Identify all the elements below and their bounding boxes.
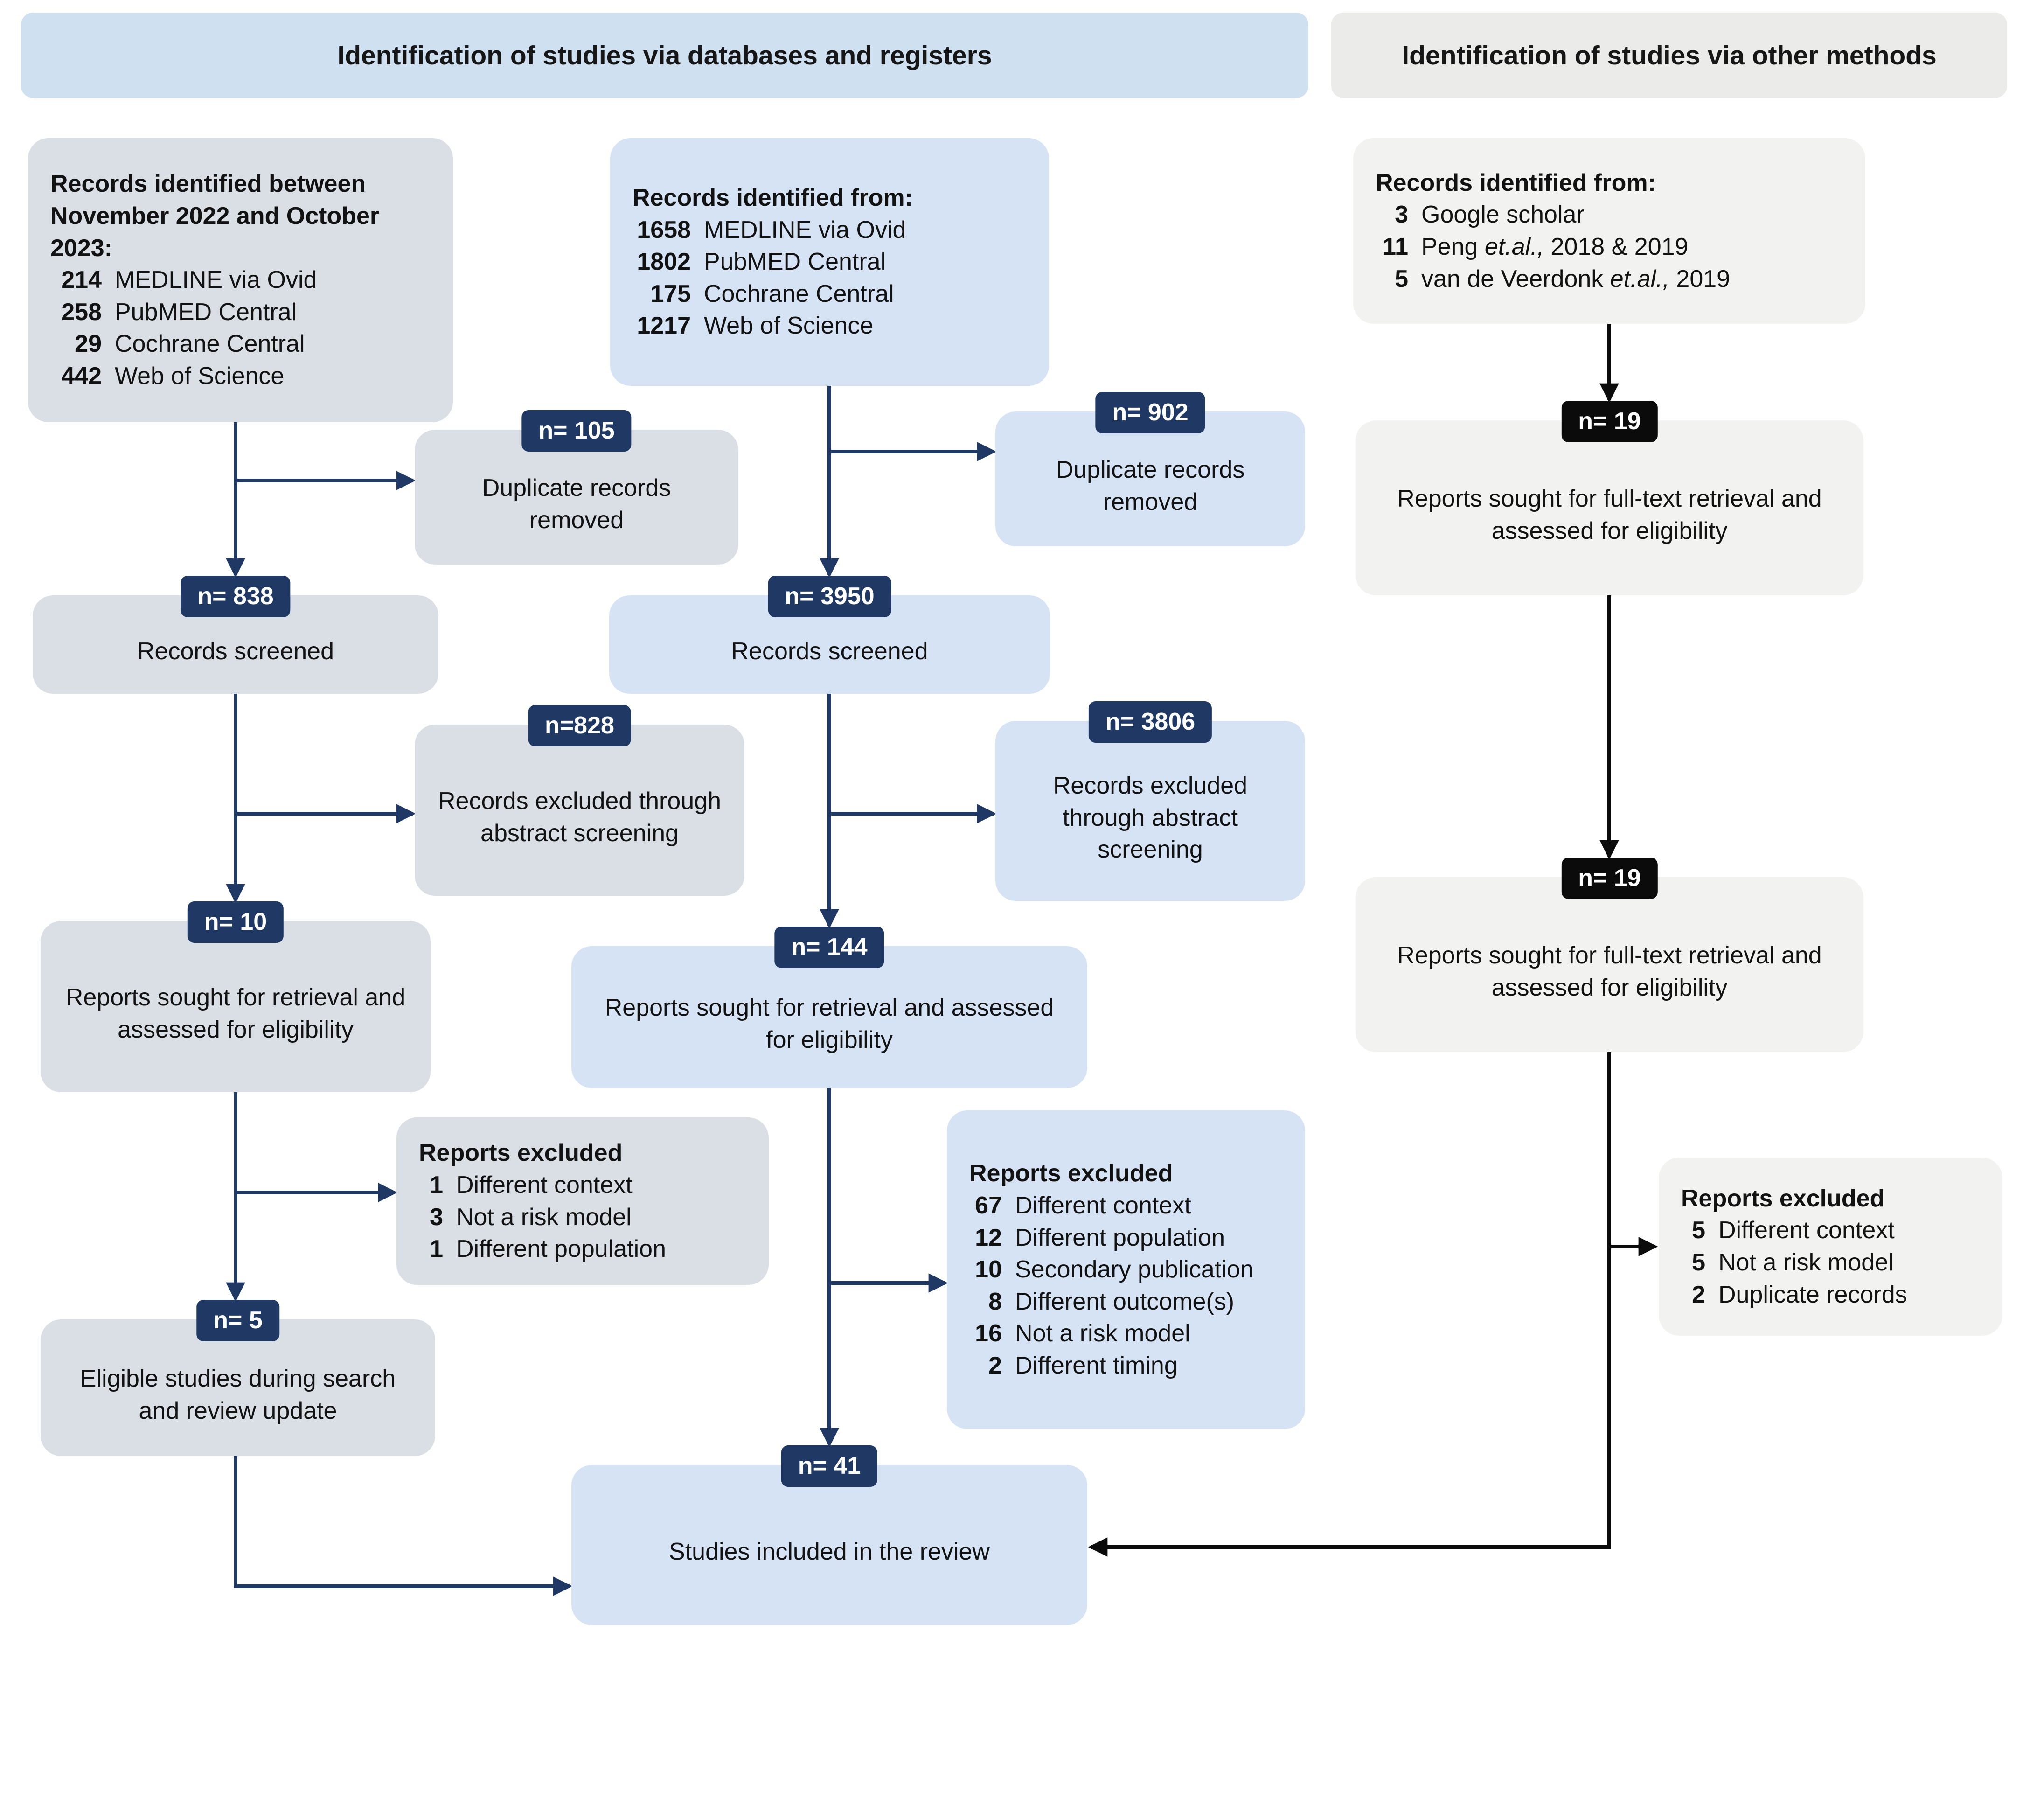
exclusion-row [419, 1201, 632, 1234]
exclusion-label: Different population [1015, 1224, 1225, 1251]
exclusion-count: 2 [1692, 1281, 1705, 1308]
exclusion-label: Different context [1718, 1217, 1895, 1244]
source-count: 5 [1395, 265, 1408, 293]
box-text: Records screened [137, 638, 334, 665]
box-update-sought [41, 908, 431, 1092]
source-row [50, 296, 297, 328]
exclusion-label: Different population [456, 1235, 667, 1263]
box-update-excluded-screening [415, 712, 744, 896]
exclusion-label: Secondary publication [1015, 1256, 1254, 1283]
box-update-screened [33, 583, 438, 694]
source-row [633, 278, 894, 310]
source-label: Web of Science [704, 312, 874, 340]
box-update-duplicates-removed [415, 417, 738, 565]
box-text: Reports sought for full-text retrieval and assessed for eligibility [1397, 941, 1822, 1001]
exclusion-count: 3 [430, 1203, 443, 1231]
exclusion-row [969, 1222, 1225, 1254]
exclusion-row [419, 1233, 666, 1265]
box-other-reports-excluded [1659, 1158, 2002, 1336]
box-other-sought-1 [1356, 408, 1863, 595]
box-title: Records identified from: [1376, 169, 1656, 196]
source-row [1376, 199, 1585, 231]
box-main-sought [571, 934, 1087, 1088]
source-count: 11 [1383, 233, 1408, 260]
exclusion-label: Different context [1015, 1192, 1191, 1219]
box-title: Reports excluded [969, 1160, 1173, 1187]
source-count: 442 [61, 363, 102, 390]
box-text: Eligible studies during search and review update [80, 1365, 396, 1424]
exclusion-count: 2 [988, 1352, 1002, 1380]
source-label: Web of Science [115, 363, 285, 390]
source-count: 29 [75, 330, 102, 358]
exclusion-count: 1 [430, 1235, 443, 1263]
source-label: van de Veerdonk et.al., 2019 [1421, 265, 1731, 293]
box-text: Reports sought for retrieval and assessed for eligibility [605, 994, 1054, 1053]
count-badge: n= 3950 [768, 576, 891, 617]
source-label: PubMED Central [704, 248, 886, 276]
exclusion-count: 1 [430, 1171, 443, 1199]
box-update-identified [28, 138, 453, 422]
exclusion-row [969, 1286, 1234, 1318]
exclusion-count: 16 [975, 1320, 1002, 1347]
source-count: 258 [61, 298, 102, 326]
exclusion-count: 67 [975, 1192, 1002, 1219]
exclusion-count: 12 [975, 1224, 1002, 1251]
exclusion-count: 5 [1692, 1217, 1705, 1244]
header-databases-label: Identification of studies via databases and registers [337, 40, 992, 70]
source-row [1376, 263, 1730, 295]
exclusion-count: 5 [1692, 1249, 1705, 1276]
box-text: Records excluded through abstract screening [438, 787, 722, 847]
source-row [1376, 231, 1688, 263]
exclusion-label: Not a risk model [456, 1203, 632, 1231]
box-title: Reports excluded [1681, 1185, 1885, 1212]
exclusion-row [1681, 1279, 1907, 1311]
exclusion-label: Duplicate records [1718, 1281, 1907, 1308]
box-main-screened [609, 583, 1050, 694]
source-count: 1217 [637, 312, 691, 340]
exclusion-row [1681, 1214, 1895, 1247]
exclusion-row [969, 1254, 1254, 1286]
box-other-sought-2 [1356, 865, 1863, 1052]
source-label: MEDLINE via Ovid [704, 216, 906, 244]
source-row [50, 328, 305, 360]
count-badge: n= 19 [1561, 401, 1657, 442]
source-row [50, 360, 284, 392]
box-title: Records identified between November 2022 and October 2023: [50, 170, 380, 262]
box-text: Studies included in the review [669, 1538, 990, 1566]
exclusion-row [419, 1169, 633, 1201]
exclusion-count: 10 [975, 1256, 1002, 1283]
source-label: Cochrane Central [115, 330, 305, 358]
source-label: Cochrane Central [704, 280, 894, 307]
exclusion-count: 8 [988, 1288, 1002, 1315]
source-label: PubMED Central [115, 298, 297, 326]
source-row [633, 214, 906, 246]
count-badge: n= 10 [188, 901, 284, 943]
source-row [50, 264, 317, 296]
box-main-excluded-screening [995, 708, 1305, 901]
source-count: 214 [61, 266, 102, 294]
box-included [571, 1452, 1087, 1625]
box-other-identified [1353, 138, 1865, 324]
count-badge: n= 105 [521, 410, 631, 452]
exclusion-row [969, 1190, 1191, 1222]
box-text: Duplicate records removed [1056, 456, 1245, 516]
box-main-identified [610, 138, 1049, 386]
source-count: 1802 [637, 248, 691, 276]
count-badge: n= 838 [181, 576, 290, 617]
count-badge: n= 5 [196, 1300, 279, 1341]
count-badge: n= 144 [774, 927, 884, 968]
box-title: Reports excluded [419, 1139, 623, 1167]
source-label: Peng et.al., 2018 & 2019 [1421, 233, 1689, 260]
source-count: 3 [1395, 201, 1408, 229]
source-row [633, 246, 886, 278]
box-text: Duplicate records removed [482, 474, 671, 534]
box-update-reports-excluded [396, 1117, 769, 1285]
source-count: 1658 [637, 216, 691, 244]
box-text: Reports sought for retrieval and assessed for eligibility [65, 983, 406, 1043]
exclusion-label: Different context [456, 1171, 633, 1199]
exclusion-row [1681, 1247, 1894, 1279]
count-badge: n= 19 [1561, 858, 1657, 899]
exclusion-label: Not a risk model [1015, 1320, 1190, 1347]
header-other-methods [1331, 13, 2007, 98]
box-update-eligible [41, 1307, 435, 1456]
box-text: Records screened [731, 638, 928, 665]
count-badge: n= 3806 [1089, 701, 1212, 743]
exclusion-row [969, 1318, 1190, 1350]
count-badge: n=828 [528, 705, 631, 746]
box-main-duplicates-removed [995, 399, 1305, 546]
source-label: Google scholar [1421, 201, 1585, 229]
exclusion-row [969, 1350, 1178, 1382]
box-text: Reports sought for full-text retrieval and assessed for eligibility [1397, 485, 1822, 544]
box-title: Records identified from: [633, 184, 913, 211]
exclusion-label: Not a risk model [1718, 1249, 1894, 1276]
count-badge: n= 902 [1095, 392, 1205, 433]
exclusion-label: Different outcome(s) [1015, 1288, 1235, 1315]
source-row [633, 310, 873, 342]
source-label: MEDLINE via Ovid [115, 266, 317, 294]
header-other-methods-label: Identification of studies via other methods [1402, 40, 1937, 70]
arrow-update-eligible-included [236, 1456, 570, 1586]
source-count: 175 [650, 280, 691, 307]
exclusion-label: Different timing [1015, 1352, 1178, 1380]
count-badge: n= 41 [781, 1445, 877, 1487]
header-databases [21, 13, 1308, 98]
box-main-reports-excluded [947, 1110, 1305, 1429]
box-text: Records excluded through abstract screening [1053, 772, 1248, 864]
